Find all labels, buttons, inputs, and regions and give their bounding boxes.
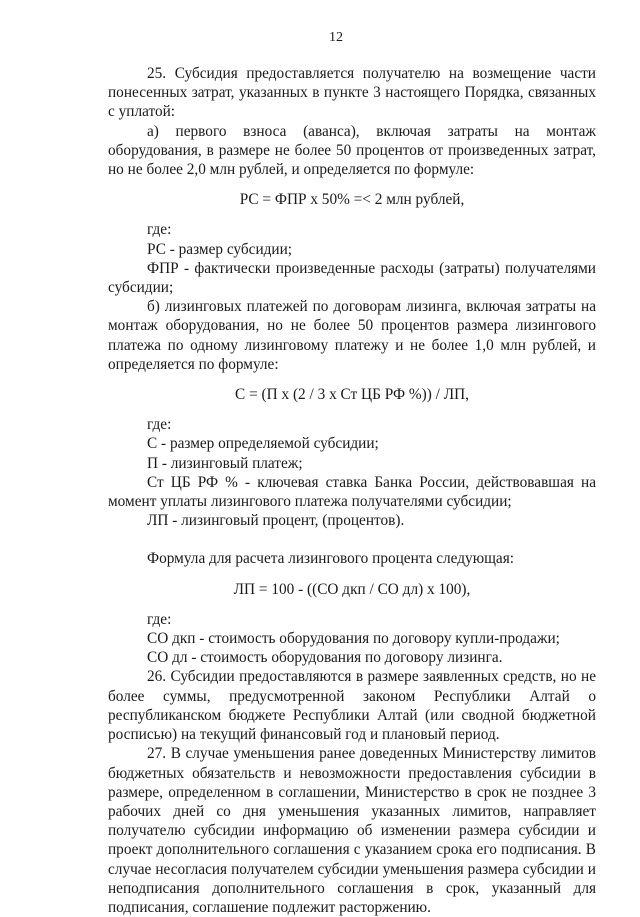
where-label: где:	[147, 416, 172, 434]
formula-rs: РС = ФПР х 50% =< 2 млн рублей,	[239, 191, 465, 209]
definition-rs: РС - размер субсидии;	[147, 240, 293, 258]
definition-p: П - лизинговый платеж;	[147, 454, 303, 472]
paragraph-26: 26. Субсидии предоставляются в размере заявленных средств, но не более суммы, предусмотренной законом Республики Алтай о республиканском бюджете Республики Алтай (или сводной бюджетной росписью) на текущий финансовый год и плановый период.	[108, 668, 596, 744]
definition-so-dkp: СО дкп - стоимость оборудования по договору купли-продажи;	[147, 630, 560, 648]
definition-fpr: ФПР - фактически произведенные расходы (затраты) получателями субсидии;	[108, 259, 596, 297]
definition-lp: ЛП - лизинговый процент, (процентов).	[147, 512, 405, 530]
page-number: 12	[329, 30, 343, 45]
paragraph-25a: а) первого взноса (аванса), включая затраты на монтаж оборудования, в размере не более 50 процентов от произведенных затрат, но не более 2,0 млн рублей, и определяется по формуле:	[108, 122, 596, 179]
paragraph-25b: б) лизинговых платежей по договорам лизинга, включая затраты на монтаж оборудования, но не более 50 процентов размера лизингового платежа по одному лизинговому платежу и не более 1,0 млн рублей, и определяется по формуле:	[108, 298, 596, 373]
definition-st-cb-rf: Ст ЦБ РФ % - ключевая ставка Банка России, действовавшая на момент уплаты лизингового платежа получателями субсидии;	[108, 473, 596, 511]
where-label: где:	[147, 221, 172, 239]
where-label: где:	[147, 610, 172, 628]
document-body	[108, 64, 596, 917]
definition-c: С - размер определяемой субсидии;	[147, 435, 379, 453]
paragraph-27: 27. В случае уменьшения ранее доведенных Министерству лимитов бюджетных обязательств и невозможности предоставления субсидии в размере, определенном в соглашении, Министерство в срок не позднее 3 рабочих дней со дня уменьшения указанных лимитов, направляет получателю субсидии информацию об изменении размера субсидии и проект дополнительного соглашения с указанием срока его подписания. В случае несогласия получателем субсидии уменьшения размера субсидии и неподписания дополнительного соглашения в срок, указанный для подписания, соглашение подлежит расторжению.	[108, 745, 596, 916]
definition-so-dl: СО дл - стоимость оборудования по договору лизинга.	[147, 649, 503, 667]
paragraph-25: 25. Субсидия предоставляется получателю на возмещение части понесенных затрат, указанных в пункте 3 настоящего Порядка, связанных с уплатой:	[108, 65, 596, 121]
formula-c: С = (П х (2 / 3 х Ст ЦБ РФ %)) / ЛП,	[235, 386, 469, 404]
formula-intro: Формула для расчета лизингового процента следующая:	[147, 550, 514, 568]
spacer	[108, 530, 596, 549]
formula-lp: ЛП = 100 - ((СО дкп / СО дл) х 100),	[233, 580, 471, 598]
